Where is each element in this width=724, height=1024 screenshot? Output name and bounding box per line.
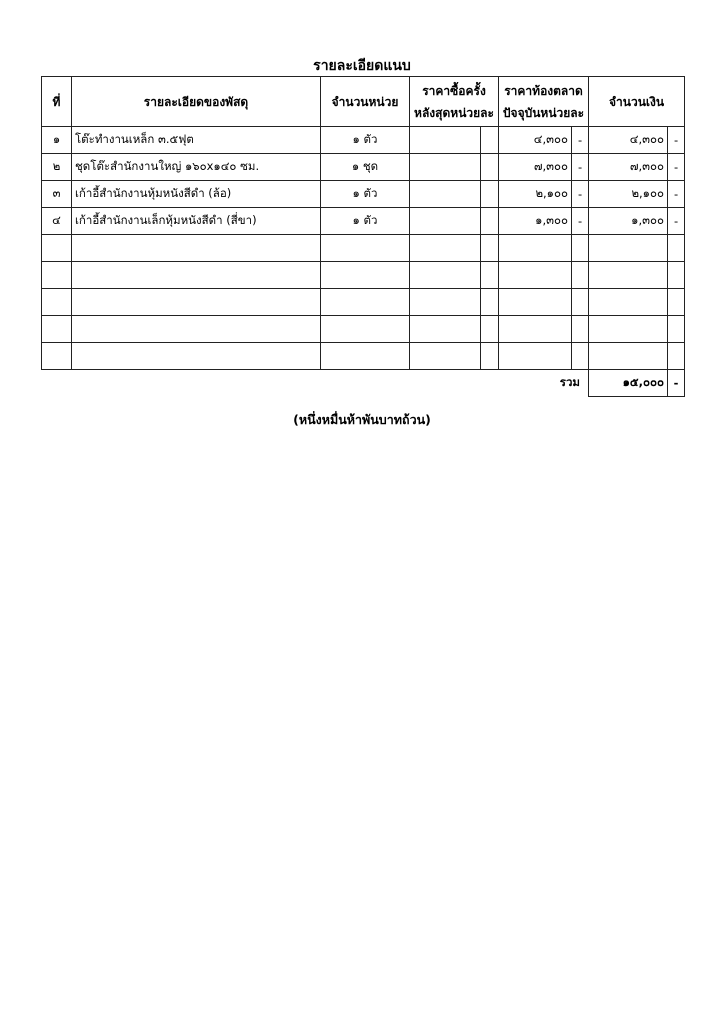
cell-amount [589, 235, 668, 262]
cell-description [72, 343, 321, 370]
cell-market-price: ๗,๓๐๐ [499, 154, 572, 181]
cell-market-price: ๒,๑๐๐ [499, 181, 572, 208]
total-spacer [481, 370, 499, 397]
table-row [42, 262, 685, 289]
cell-last-price [410, 289, 481, 316]
cell-market-price-fraction [572, 289, 589, 316]
cell-quantity: ๑ ตัว [321, 181, 410, 208]
cell-no: ๑ [42, 127, 72, 154]
cell-amount [589, 262, 668, 289]
total-spacer [72, 370, 321, 397]
cell-description: เก้าอี้สำนักงานหุ้มหนังสีดำ (ล้อ) [72, 181, 321, 208]
amount-in-words: (หนึ่งหมื่นห้าพันบาทถ้วน) [293, 412, 431, 427]
cell-amount-fraction: - [668, 127, 685, 154]
cell-description [72, 289, 321, 316]
cell-quantity: ๑ ชุด [321, 154, 410, 181]
cell-quantity: ๑ ตัว [321, 208, 410, 235]
cell-quantity [321, 289, 410, 316]
cell-amount: ๗,๓๐๐ [589, 154, 668, 181]
table-row [42, 154, 685, 181]
cell-quantity [321, 235, 410, 262]
cell-market-price [499, 262, 572, 289]
cell-last-price [410, 235, 481, 262]
table-row [42, 181, 685, 208]
header-market-price-line2: ปัจจุบันหน่วยละ [502, 105, 585, 120]
cell-no: ๒ [42, 154, 72, 181]
cell-market-price: ๔,๓๐๐ [499, 127, 572, 154]
cell-last-price-fraction [481, 127, 499, 154]
cell-last-price-fraction [481, 343, 499, 370]
cell-no: ๔ [42, 208, 72, 235]
header-market-price-line1: ราคาท้องตลาด [504, 83, 583, 98]
cell-no [42, 316, 72, 343]
total-amount: ๑๕,๐๐๐ [589, 370, 668, 397]
document-title: รายละเอียดแนบ [313, 58, 411, 74]
table-row [42, 127, 685, 154]
table-row [42, 289, 685, 316]
cell-market-price [499, 289, 572, 316]
table-row [42, 343, 685, 370]
total-spacer [42, 370, 72, 397]
cell-market-price [499, 316, 572, 343]
header-no: ที่ [42, 77, 72, 127]
cell-market-price-fraction: - [572, 127, 589, 154]
header-description: รายละเอียดของพัสดุ [72, 77, 321, 127]
cell-quantity [321, 316, 410, 343]
cell-amount-fraction [668, 235, 685, 262]
header-last-price-line2: หลังสุดหน่วยละ [414, 105, 494, 120]
cell-amount-fraction [668, 262, 685, 289]
cell-market-price-fraction: - [572, 181, 589, 208]
cell-last-price [410, 127, 481, 154]
cell-last-price [410, 154, 481, 181]
cell-last-price-fraction [481, 262, 499, 289]
cell-amount-fraction [668, 289, 685, 316]
cell-no [42, 262, 72, 289]
header-last-price-line1: ราคาซื้อครั้ง [422, 83, 486, 98]
cell-market-price-fraction [572, 262, 589, 289]
cell-market-price-fraction: - [572, 154, 589, 181]
cell-last-price-fraction [481, 289, 499, 316]
header-row [42, 77, 685, 127]
cell-amount [589, 343, 668, 370]
table-row [42, 316, 685, 343]
cell-amount [589, 316, 668, 343]
total-spacer [410, 370, 481, 397]
cell-market-price-fraction [572, 235, 589, 262]
cell-market-price-fraction: - [572, 208, 589, 235]
cell-quantity: ๑ ตัว [321, 127, 410, 154]
cell-description: โต๊ะทำงานเหล็ก ๓.๕ฟุต [72, 127, 321, 154]
cell-description [72, 262, 321, 289]
cell-no: ๓ [42, 181, 72, 208]
cell-last-price [410, 208, 481, 235]
total-label: รวม [559, 375, 581, 390]
cell-amount [589, 289, 668, 316]
header-quantity: จำนวนหน่วย [321, 77, 410, 127]
details-table [41, 76, 685, 397]
total-amount-fraction: - [668, 370, 685, 397]
table-row [42, 208, 685, 235]
cell-description [72, 316, 321, 343]
cell-last-price [410, 343, 481, 370]
cell-market-price [499, 343, 572, 370]
cell-amount: ๑,๓๐๐ [589, 208, 668, 235]
cell-quantity [321, 343, 410, 370]
cell-market-price: ๑,๓๐๐ [499, 208, 572, 235]
cell-last-price-fraction [481, 316, 499, 343]
cell-quantity [321, 262, 410, 289]
cell-last-price-fraction [481, 154, 499, 181]
cell-amount-fraction [668, 343, 685, 370]
cell-last-price-fraction [481, 181, 499, 208]
cell-description [72, 235, 321, 262]
header-last-price [410, 77, 499, 127]
cell-market-price-fraction [572, 316, 589, 343]
cell-amount-fraction: - [668, 181, 685, 208]
cell-description: เก้าอี้สำนักงานเล็กหุ้มหนังสีดำ (สี่ขา) [72, 208, 321, 235]
cell-last-price [410, 181, 481, 208]
table-row [42, 235, 685, 262]
header-amount: จำนวนเงิน [589, 77, 685, 127]
header-market-price [499, 77, 589, 127]
cell-no [42, 289, 72, 316]
cell-amount: ๒,๑๐๐ [589, 181, 668, 208]
cell-amount-fraction: - [668, 154, 685, 181]
cell-amount-fraction [668, 316, 685, 343]
total-row [42, 370, 685, 397]
cell-amount: ๔,๓๐๐ [589, 127, 668, 154]
cell-market-price [499, 235, 572, 262]
cell-description: ชุดโต๊ะสำนักงานใหญ่ ๑๖๐x๑๔๐ ซม. [72, 154, 321, 181]
cell-last-price [410, 316, 481, 343]
total-spacer [321, 370, 410, 397]
cell-last-price-fraction [481, 235, 499, 262]
cell-last-price-fraction [481, 208, 499, 235]
cell-last-price [410, 262, 481, 289]
cell-no [42, 235, 72, 262]
cell-amount-fraction: - [668, 208, 685, 235]
cell-no [42, 343, 72, 370]
cell-market-price-fraction [572, 343, 589, 370]
